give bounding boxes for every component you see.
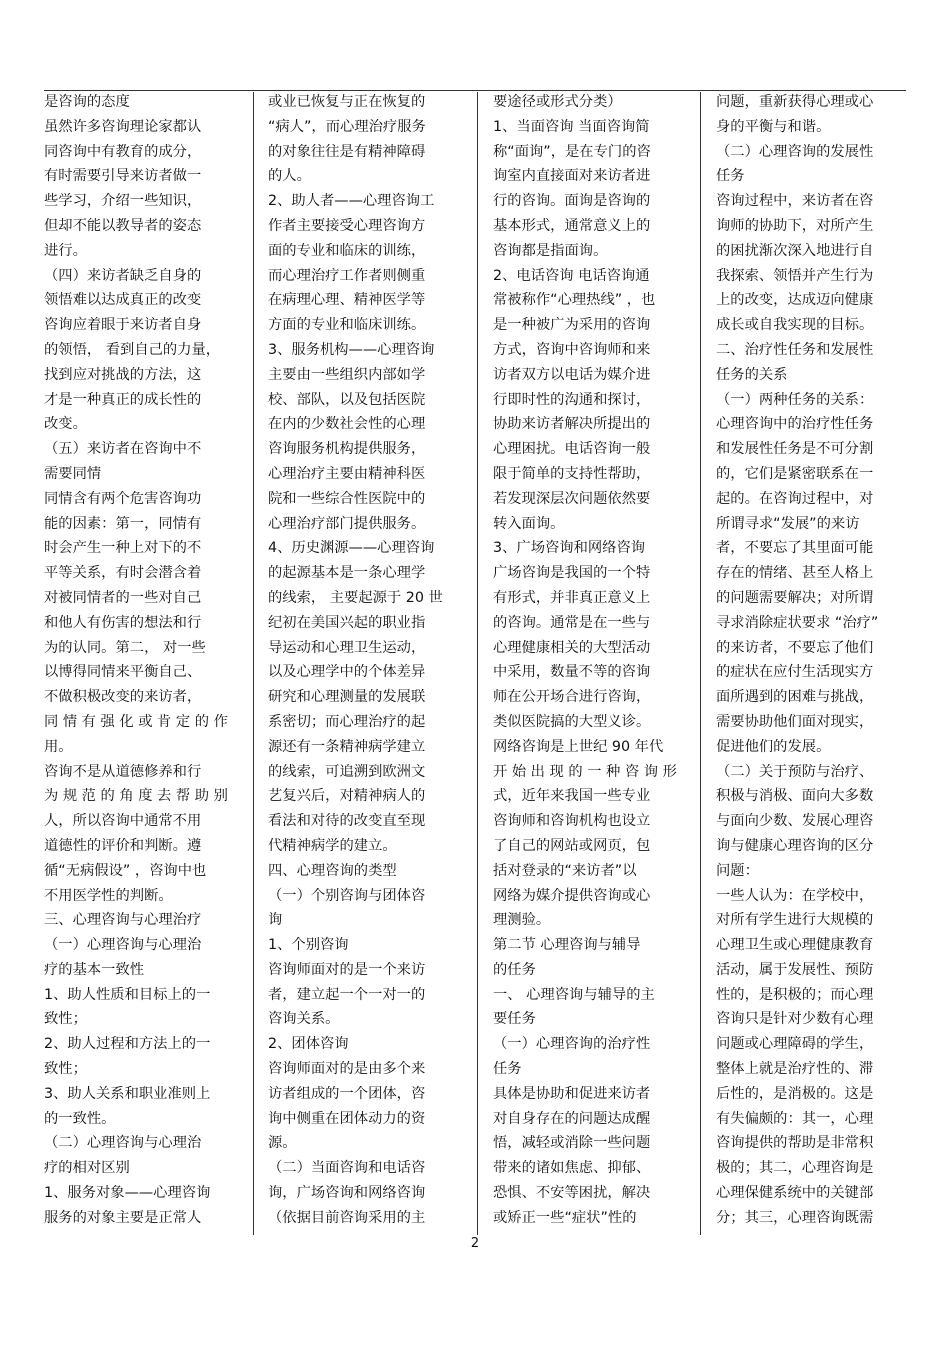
text-line: 询中侧重在团体动力的资 xyxy=(268,1110,426,1127)
text-line: 中采用，数量不等的咨询 xyxy=(493,664,651,681)
text-line: （二）当面咨询和电话咨 xyxy=(268,1160,426,1177)
text-line: 咨询应着眼于来访者自身 xyxy=(44,317,202,334)
text-line: 院和一些综合性医院中的 xyxy=(268,490,426,507)
text-line: （五）来访者在咨询中不 xyxy=(44,441,202,458)
text-line: 需要同情 xyxy=(44,465,102,482)
text-line: 对自身存在的问题达成醒 xyxy=(493,1110,651,1127)
text-line: 3、服务机构——心理咨询 xyxy=(268,341,435,358)
text-line: 或业已恢复与正在恢复的 xyxy=(268,94,426,110)
text-line: 分；其三，心理咨询既需 xyxy=(716,1209,874,1226)
text-line: 带来的诸如焦虑、抑郁、 xyxy=(493,1160,651,1177)
text-line: 疗的基本一致性 xyxy=(44,961,145,978)
text-line: 咨询师和咨询机构也设立 xyxy=(493,813,651,830)
text-line: 时会产生一种上对下的不 xyxy=(44,540,202,557)
text-line: 导运动和心理卫生运动， xyxy=(268,639,426,656)
text-line: 四、心理咨询的类型 xyxy=(268,862,397,879)
text-line: 我探索、领悟并产生行为 xyxy=(716,267,874,284)
text-line: 的来访者，不要忘了他们 xyxy=(716,639,874,656)
text-line: 循“无病假设” ，咨询中也 xyxy=(44,862,207,879)
text-line: 进行。 xyxy=(44,242,87,259)
text-line: （依据目前咨询采用的主 xyxy=(268,1209,426,1226)
text-line: 心理治疗主要由精神科医 xyxy=(268,465,426,482)
text-line: 心理卫生或心理健康教育 xyxy=(716,937,874,954)
text-line: 同咨询中有教育的成分， xyxy=(44,143,202,160)
text-line: 的咨询。通常是在一些与 xyxy=(493,614,651,631)
text-line: 询，广场咨询和网络咨询 xyxy=(268,1185,426,1202)
text-line: 行即时性的沟通和探讨， xyxy=(493,391,651,408)
text-line: 人，所以咨询中通常不用 xyxy=(44,813,202,830)
text-line: 的症状在应付生活现实方 xyxy=(716,664,874,681)
text-line: 咨询都是指面询。 xyxy=(493,242,608,259)
text-line: 基本形式，通常意义上的 xyxy=(493,217,651,234)
text-line: 咨询服务机构提供服务， xyxy=(268,441,426,458)
text-line: 同 情 有 强 化 或 肯 定 的 作 xyxy=(44,713,228,730)
text-line: 寻求消除症状要求 “治疗” xyxy=(716,614,879,631)
text-line: 为 规 范 的 角 度 去 帮 助 别 xyxy=(44,788,228,805)
text-line: 3、广场咨询和网络咨询 xyxy=(493,540,646,557)
text-line: 上的改变，达成迈向健康 xyxy=(716,292,874,309)
text-line: 咨询关系。 xyxy=(268,1011,340,1028)
text-line: 心理保健系统中的关键部 xyxy=(716,1185,874,1202)
text-line: 源还有一条精神病学建立 xyxy=(268,738,426,755)
text-column-3 xyxy=(493,90,691,1235)
text-line: 性的，是积极的；而心理 xyxy=(716,986,874,1003)
text-line: 方面的专业和临床训练。 xyxy=(268,317,426,334)
text-line: （二）心理咨询的发展性 xyxy=(716,143,874,160)
text-line: 2、团体咨询 xyxy=(268,1036,349,1053)
text-line: 转入面询。 xyxy=(493,515,565,532)
text-line: 整体上就是治疗性的、滞 xyxy=(716,1061,874,1078)
text-line: 的困扰渐次深入地进行自 xyxy=(716,242,874,259)
text-line: 任务 xyxy=(716,168,745,185)
text-line: 询室内直接面对来访者进 xyxy=(493,168,651,185)
text-line: 2、助人者——心理咨询工 xyxy=(268,193,435,210)
text-line: 服务的对象主要是正常人 xyxy=(44,1209,202,1226)
text-line: 起的。在咨询过程中，对 xyxy=(716,490,874,507)
text-line: 看法和对待的改变直至现 xyxy=(268,813,426,830)
text-line: 对所有学生进行大规模的 xyxy=(716,912,874,929)
text-line: 极的；其二，心理咨询是 xyxy=(716,1160,874,1177)
text-line: 常被称作“心理热线” ，也 xyxy=(493,292,656,309)
text-line: 问题： xyxy=(716,862,759,879)
text-line: 限于简单的支持性帮助， xyxy=(493,465,651,482)
text-line: 第二节 心理咨询与辅导 xyxy=(493,937,641,954)
text-line: 二、治疗性任务和发展性 xyxy=(716,341,874,358)
text-line: 作者主要接受心理咨询方 xyxy=(268,217,426,234)
text-line: 问题或心理障碍的学生， xyxy=(716,1036,874,1053)
text-line: 一些人认为：在学校中， xyxy=(716,887,874,904)
text-line: 存在的情绪、甚至人格上 xyxy=(716,565,874,582)
text-line: 致性； xyxy=(44,1011,87,1028)
text-line: 的任务 xyxy=(493,961,536,978)
text-line: 1、个别咨询 xyxy=(268,937,349,954)
text-line: 活动，属于发展性、预防 xyxy=(716,961,874,978)
text-line: （二）关于预防与治疗、 xyxy=(716,763,874,780)
text-line: 者，建立起一个一对一的 xyxy=(268,986,426,1003)
text-line: 咨询过程中，来访者在咨 xyxy=(716,193,874,210)
text-line: 要途径或形式分类） xyxy=(493,94,622,110)
text-line: 纪初在美国兴起的职业指 xyxy=(268,614,426,631)
text-line: 系密切；而心理治疗的起 xyxy=(268,713,426,730)
text-line: 所谓寻求“发展”的来访 xyxy=(716,515,860,532)
text-line: 主要由一些组织内部如学 xyxy=(268,366,426,383)
text-line: 恐惧、不安等困扰，解决 xyxy=(493,1185,651,1202)
text-line: 需要协助他们面对现实， xyxy=(716,713,874,730)
text-line: 能的因素：第一，同情有 xyxy=(44,515,202,532)
text-line: 些学习，介绍一些知识， xyxy=(44,193,202,210)
text-line: 不用医学性的判断。 xyxy=(44,887,173,904)
text-line: 的起源基本是一条心理学 xyxy=(268,565,426,582)
text-line: 的线索，可追溯到欧洲文 xyxy=(268,763,426,780)
text-column-2 xyxy=(268,90,468,1235)
text-line: 询师的协助下，对所产生 xyxy=(716,217,874,234)
text-line: （二）心理咨询与心理治 xyxy=(44,1135,202,1152)
text-line: 而心理治疗工作者则侧重 xyxy=(268,267,426,284)
text-line: 者，不要忘了其里面可能 xyxy=(716,540,874,557)
text-line: 访者组成的一个团体，咨 xyxy=(268,1085,426,1102)
text-line: 有时需要引导来访者做一 xyxy=(44,168,202,185)
text-line: 虽然许多咨询理论家都认 xyxy=(44,118,202,135)
text-line: 有形式，并非真正意义上 xyxy=(493,589,651,606)
text-line: 的对象往往是有精神障碍 xyxy=(268,143,426,160)
text-line: 网络为媒介提供咨询或心 xyxy=(493,887,651,904)
column-divider xyxy=(477,92,478,1235)
text-line: 同情含有两个危害咨询功 xyxy=(44,490,202,507)
text-line: 是咨询的态度 xyxy=(44,94,130,110)
text-line: 和发展性任务是不可分割 xyxy=(716,441,874,458)
text-line: 任务 xyxy=(493,1061,522,1078)
text-line: 括对登录的“来访者”以 xyxy=(493,862,637,879)
text-line: 咨询提供的帮助是非常积 xyxy=(716,1135,874,1152)
text-line: 平等关系，有时会潜含着 xyxy=(44,565,202,582)
text-line: 研究和心理测量的发展联 xyxy=(268,689,426,706)
text-line: 源。 xyxy=(268,1135,297,1152)
text-line: 式，近年来我国一些专业 xyxy=(493,788,651,805)
text-line: 心理咨询中的治疗性任务 xyxy=(716,416,874,433)
text-line: 面所遇到的困难与挑战， xyxy=(716,689,874,706)
text-line: 具体是协助和促进来访者 xyxy=(493,1085,651,1102)
text-line: 咨询不是从道德修养和行 xyxy=(44,763,202,780)
column-divider xyxy=(700,92,701,1235)
text-line: 积极与消极、面向大多数 xyxy=(716,788,874,805)
text-line: 咨询只是针对少数有心理 xyxy=(716,1011,874,1028)
text-line: 领悟难以达成真正的改变 xyxy=(44,292,202,309)
text-line: 在内的少数社会性的心理 xyxy=(268,416,426,433)
text-line: 咨询师面对的是一个来访 xyxy=(268,961,426,978)
text-line: 疗的相对区别 xyxy=(44,1160,130,1177)
text-line: 代精神病学的建立。 xyxy=(268,837,397,854)
text-line: 的问题需要解决；对所谓 xyxy=(716,589,874,606)
text-line: 心理困扰。电话咨询一般 xyxy=(493,441,651,458)
text-line: 以及心理学中的个体差异 xyxy=(268,664,426,681)
text-line: 有失偏颇的：其一，心理 xyxy=(716,1110,874,1127)
text-line: 称“面询”，是在专门的咨 xyxy=(493,143,651,160)
text-line: 成长或自我实现的目标。 xyxy=(716,317,874,334)
text-line: 1、当面咨询 当面咨询简 xyxy=(493,118,650,135)
text-line: 1、服务对象——心理咨询 xyxy=(44,1185,211,1202)
text-line: 以博得同情来平衡自己、 xyxy=(44,664,202,681)
text-line: 后性的，是消极的。这是 xyxy=(716,1085,874,1102)
text-line: 但却不能以教导者的姿态 xyxy=(44,217,202,234)
text-line: 心理健康相关的大型活动 xyxy=(493,639,651,656)
text-line: 问题，重新获得心理或心 xyxy=(716,94,874,110)
text-line: 与面向少数、发展心理咨 xyxy=(716,813,874,830)
text-line: 网络咨询是上世纪 90 年代 xyxy=(493,738,664,755)
text-line: 协助来访者解决所提出的 xyxy=(493,416,651,433)
text-column-4 xyxy=(716,90,906,1235)
text-line: 任务的关系 xyxy=(716,366,788,383)
text-line: 3、助人关系和职业准则上 xyxy=(44,1085,211,1102)
text-line: 2、电话咨询 电话咨询通 xyxy=(493,267,650,284)
text-line: 身的平衡与和谐。 xyxy=(716,118,831,135)
text-line: 找到应对挑战的方法，这 xyxy=(44,366,202,383)
text-line: 方式，咨询中咨询师和来 xyxy=(493,341,651,358)
text-line: （一）心理咨询与心理治 xyxy=(44,937,202,954)
text-line: 的人。 xyxy=(268,168,311,185)
text-line: 广场咨询是我国的一个特 xyxy=(493,565,651,582)
text-line: 或矫正一些“症状”性的 xyxy=(493,1209,637,1226)
text-column-1 xyxy=(44,90,244,1235)
text-line: 的一致性。 xyxy=(44,1110,116,1127)
text-line: 类似医院搞的大型义诊。 xyxy=(493,713,651,730)
text-line: 询与健康心理咨询的区分 xyxy=(716,837,874,854)
page-number: 2 xyxy=(470,1236,480,1251)
text-line: 用。 xyxy=(44,738,73,755)
text-line: 的线索， 主要起源于 20 世 xyxy=(268,589,443,606)
text-line: 改变。 xyxy=(44,416,87,433)
text-line: 咨询师面对的是由多个来 xyxy=(268,1061,426,1078)
text-line: （一）两种任务的关系： xyxy=(716,391,874,408)
text-line: 才是一种真正的成长性的 xyxy=(44,391,202,408)
text-line: 是一种被广为采用的咨询 xyxy=(493,317,651,334)
text-line: 的领悟， 看到自己的力量， xyxy=(44,341,221,358)
text-line: 了自己的网站或网页，包 xyxy=(493,837,651,854)
text-line: 要任务 xyxy=(493,1011,536,1028)
text-line: “病人”，而心理治疗服务 xyxy=(268,118,426,135)
text-line: 访者双方以电话为媒介进 xyxy=(493,366,651,383)
text-line: 对被同情者的一些对自己 xyxy=(44,589,202,606)
text-line: 理测验。 xyxy=(493,912,551,929)
text-line: （一）心理咨询的治疗性 xyxy=(493,1036,651,1053)
text-line: 不做积极改变的来访者， xyxy=(44,689,202,706)
text-line: 三、心理咨询与心理治疗 xyxy=(44,912,202,929)
column-divider xyxy=(253,92,254,1235)
text-line: 的，它们是紧密联系在一 xyxy=(716,465,874,482)
text-line: 师在公开场合进行咨询， xyxy=(493,689,651,706)
text-line: 开 始 出 现 的 一 种 咨 询 形 xyxy=(493,763,677,780)
text-line: 校、部队，以及包括医院 xyxy=(268,391,426,408)
text-line: 一、 心理咨询与辅导的主 xyxy=(493,986,655,1003)
text-line: （四）来访者缺乏自身的 xyxy=(44,267,202,284)
text-line: 促进他们的发展。 xyxy=(716,738,831,755)
text-line: 4、历史渊源——心理咨询 xyxy=(268,540,435,557)
text-line: 心理治疗部门提供服务。 xyxy=(268,515,426,532)
text-line: 行的咨询。面询是咨询的 xyxy=(493,193,651,210)
text-line: 2、助人过程和方法上的一 xyxy=(44,1036,211,1053)
text-line: 道德性的评价和判断。遵 xyxy=(44,837,202,854)
text-line: 致性； xyxy=(44,1061,87,1078)
text-line: 1、助人性质和目标上的一 xyxy=(44,986,211,1003)
text-line: 和他人有伤害的想法和行 xyxy=(44,614,202,631)
text-line: （一）个别咨询与团体咨 xyxy=(268,887,426,904)
text-line: 悟，减轻或消除一些问题 xyxy=(493,1135,651,1152)
text-line: 若发现深层次问题依然要 xyxy=(493,490,651,507)
text-line: 询 xyxy=(268,912,283,929)
text-line: 面的专业和临床的训练， xyxy=(268,242,426,259)
text-line: 艺复兴后，对精神病人的 xyxy=(268,788,426,805)
text-line: 在病理心理、精神医学等 xyxy=(268,292,426,309)
text-line: 为的认同。第二， 对一些 xyxy=(44,639,206,656)
